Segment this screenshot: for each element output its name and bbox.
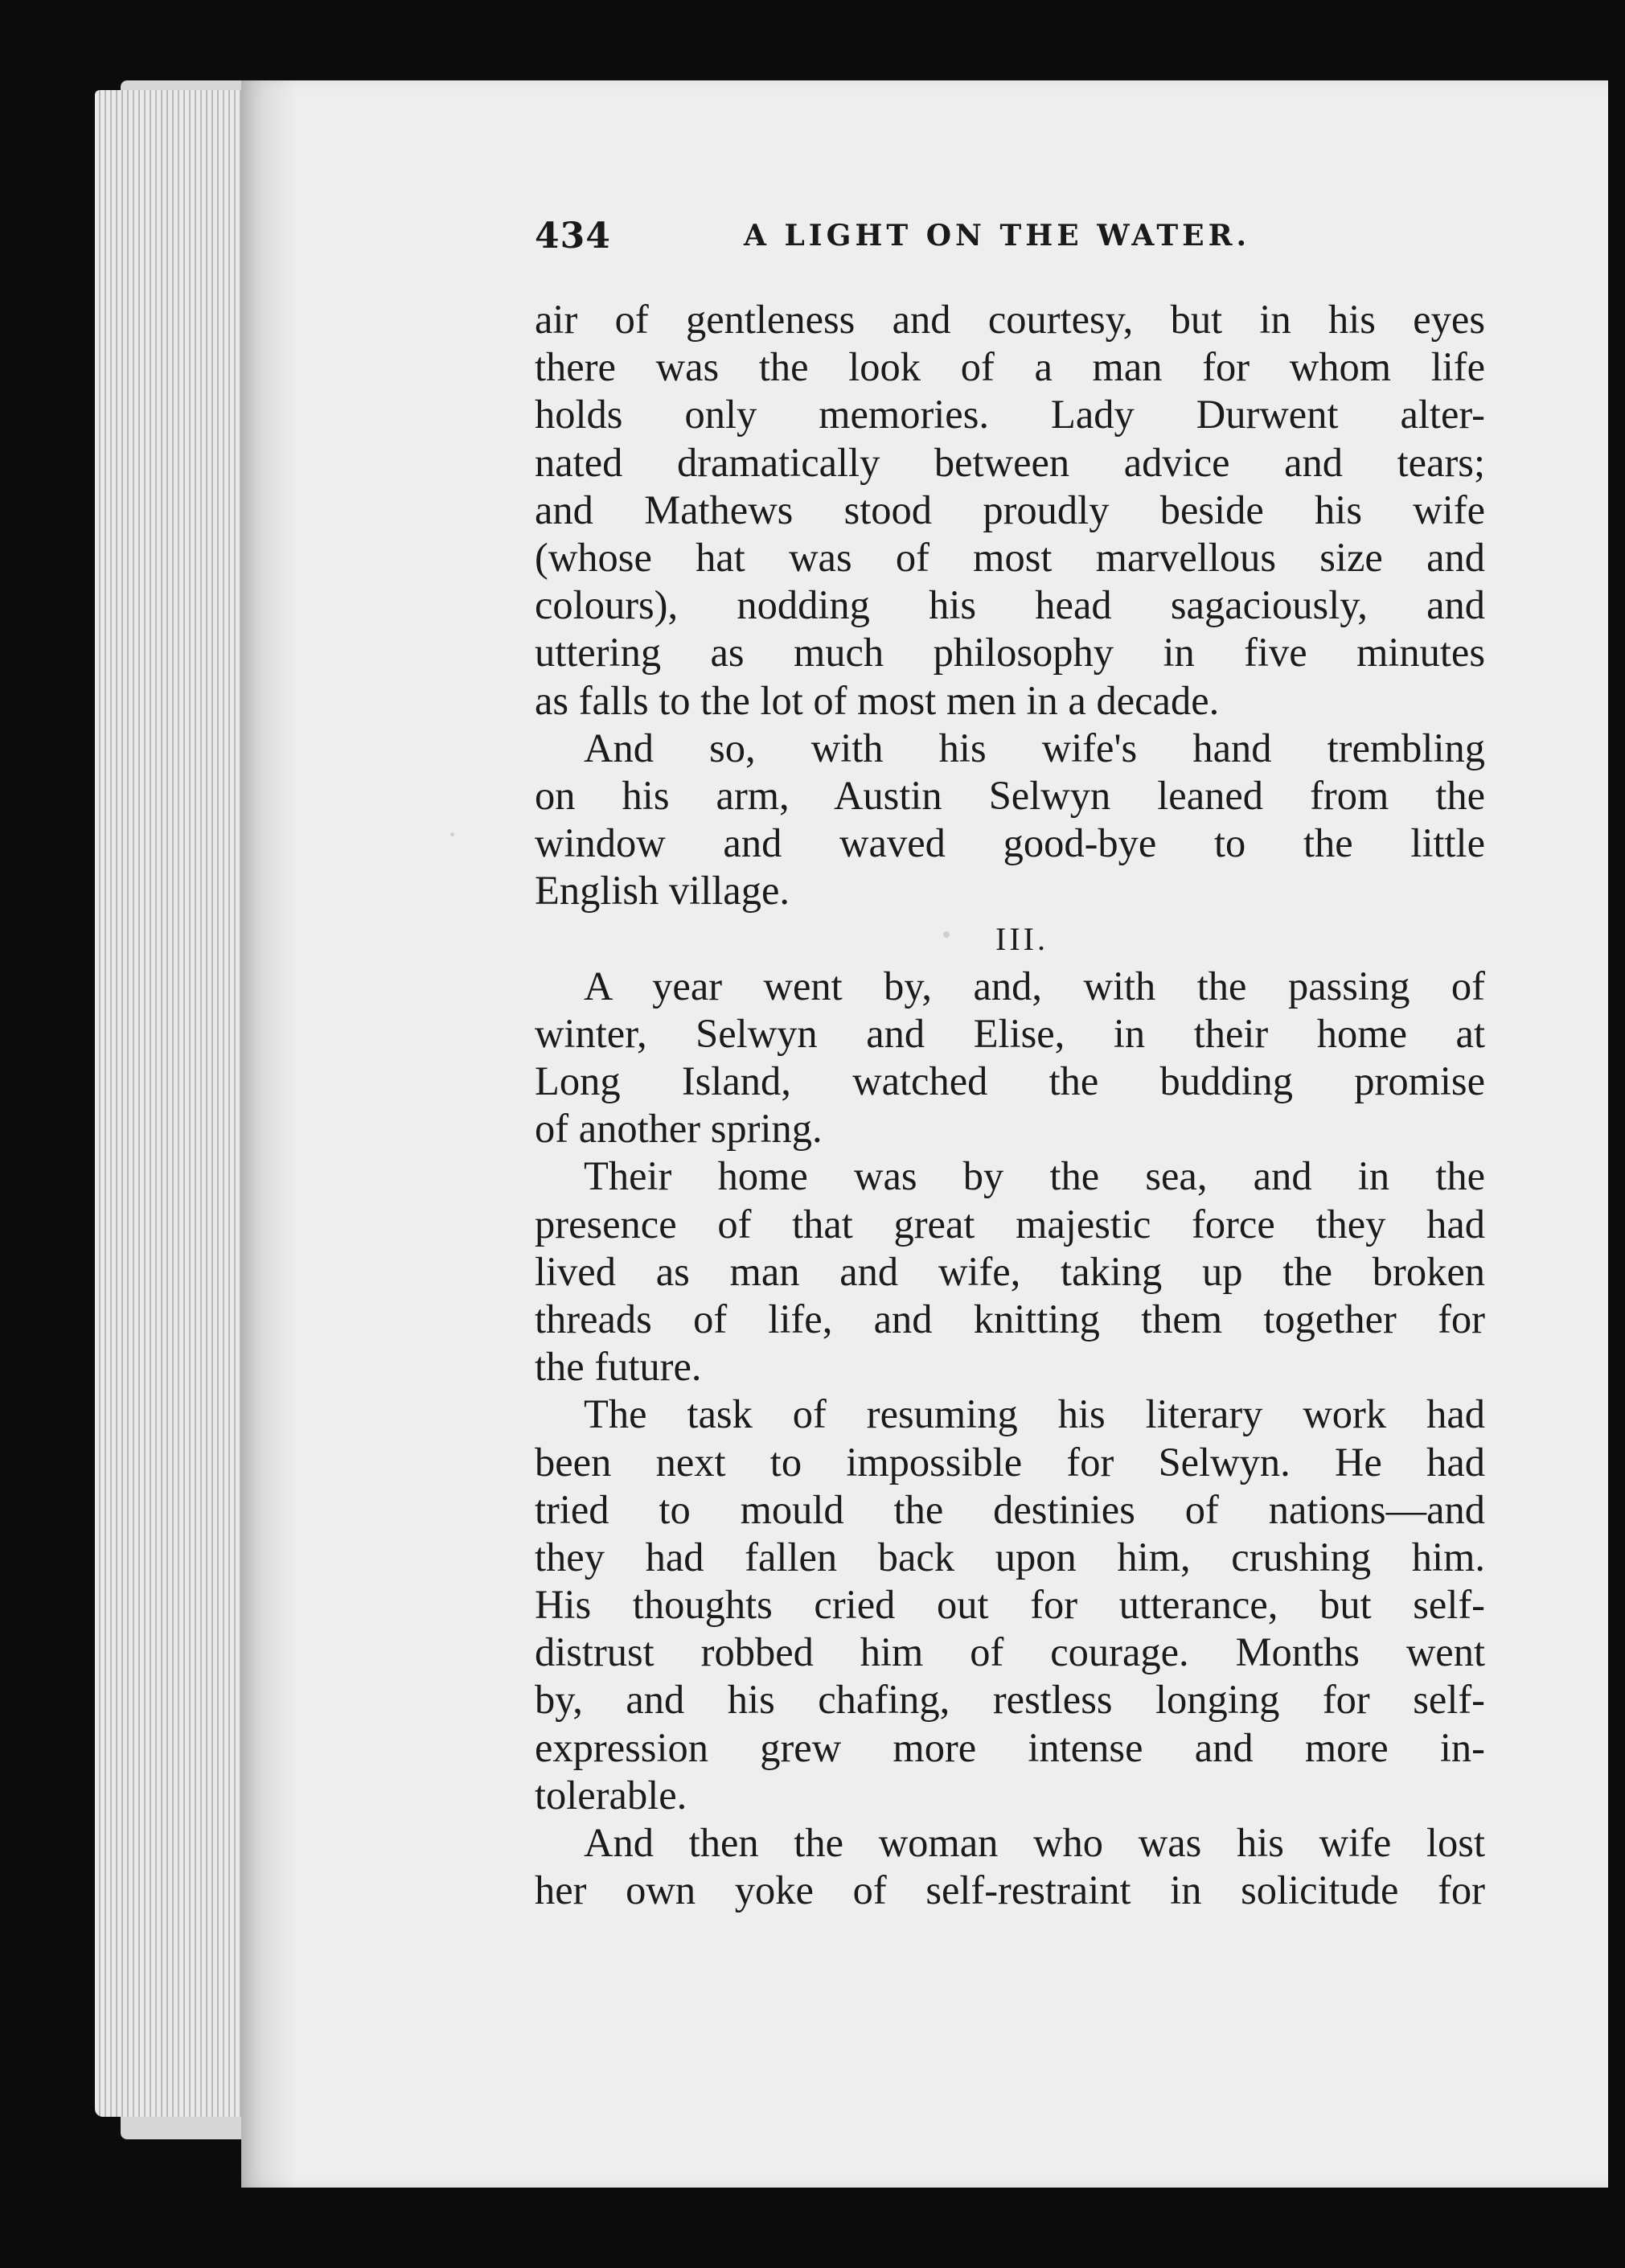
text-line: And then the woman who was his wife lost — [584, 1820, 1485, 1865]
text-line: holds only memories. Lady Durwent alter- — [535, 392, 1485, 438]
text-line: tolerable. — [535, 1772, 687, 1818]
text-line: Long Island, watched the budding promise — [535, 1058, 1485, 1103]
text-line: presence of that great majestic force they had — [535, 1201, 1485, 1247]
text-line: been next to impossible for Selwyn. He had — [535, 1439, 1485, 1485]
text-line: window and waved good-bye to the little — [535, 820, 1485, 866]
text-line: lived as man and wife, taking up the broken — [535, 1248, 1485, 1294]
text-line: expression grew more intense and more in- — [535, 1724, 1485, 1770]
section-heading: III. — [995, 921, 1048, 958]
text-line: A year went by, and, with the passing of — [584, 963, 1485, 1009]
page-number: 434 — [535, 216, 611, 257]
text-line: and Mathews stood proudly beside his wife — [535, 487, 1485, 532]
text-line: nated dramatically between advice and tears; — [535, 439, 1485, 485]
text-line: they had fallen back upon him, crushing him. — [535, 1534, 1485, 1580]
text-line: the future. — [535, 1344, 702, 1390]
text-line: winter, Selwyn and Elise, in their home at — [535, 1010, 1485, 1056]
text-line: (whose hat was of most marvellous size and — [535, 534, 1485, 580]
dust-speck — [450, 832, 454, 836]
text-line: of another spring. — [535, 1106, 823, 1152]
text-line: there was the look of a man for whom life — [535, 344, 1485, 390]
running-title: A LIGHT ON THE WATER. — [744, 219, 1251, 253]
text-line: as falls to the lot of most men in a decade. — [535, 677, 1220, 723]
text-line: air of gentleness and courtesy, but in his eyes — [535, 297, 1485, 342]
text-line: tried to mould the destinies of nations—and — [535, 1486, 1485, 1532]
text-line: colours), nodding his head sagaciously, and — [535, 582, 1485, 628]
text-line: her own yoke of self-restraint in solicitude for — [535, 1867, 1485, 1913]
gutter-shadow — [241, 80, 298, 2188]
text-line: His thoughts cried out for utterance, but self- — [535, 1582, 1485, 1628]
text-line: Their home was by the sea, and in the — [584, 1153, 1485, 1199]
page-header — [535, 216, 1580, 272]
text-line: threads of life, and knitting them together for — [535, 1296, 1485, 1341]
text-line: by, and his chafing, restless longing for self- — [535, 1677, 1485, 1723]
text-line: English village. — [535, 868, 790, 914]
text-line: distrust robbed him of courage. Months went — [535, 1629, 1485, 1675]
body-text — [535, 296, 1485, 1914]
text-line: on his arm, Austin Selwyn leaned from the — [535, 772, 1485, 818]
text-line: uttering as much philosophy in five minutes — [535, 630, 1485, 676]
text-line: The task of resuming his literary work had — [584, 1391, 1485, 1437]
text-line: And so, with his wife's hand trembling — [584, 725, 1485, 770]
